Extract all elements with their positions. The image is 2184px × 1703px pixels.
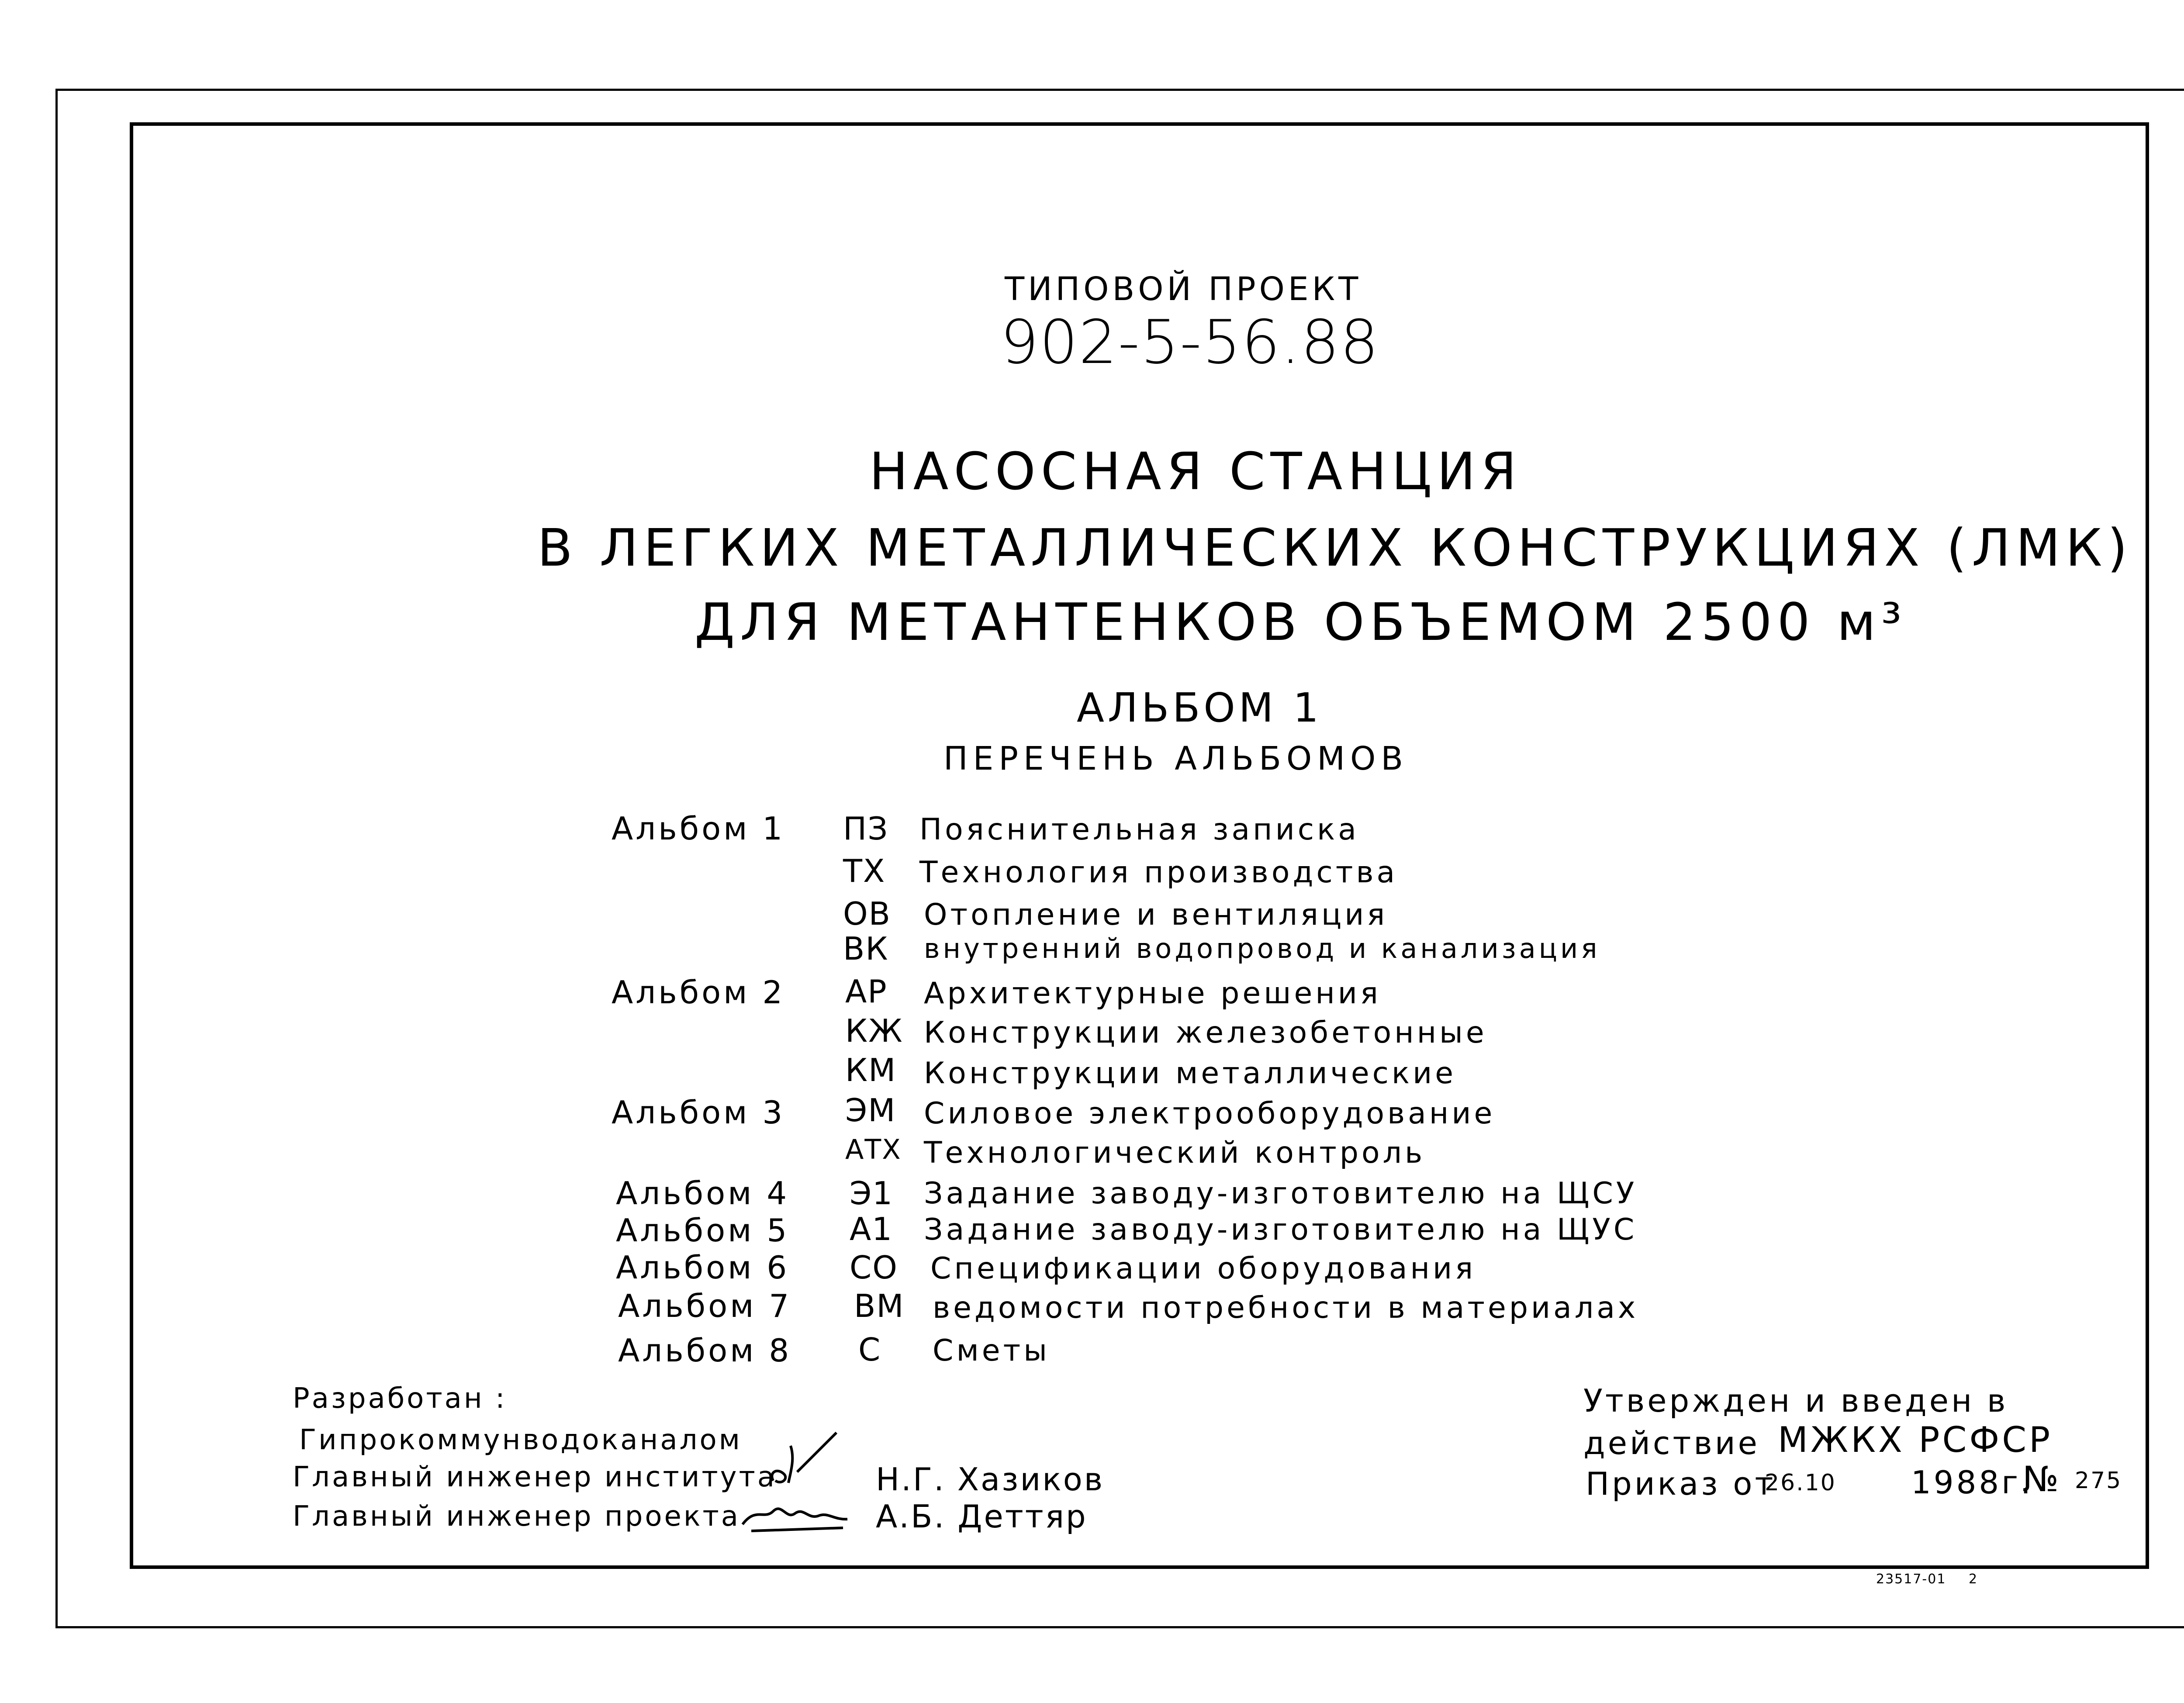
title-line-1: НАСОСНАЯ СТАНЦИЯ	[869, 441, 1522, 501]
list-item-desc: Спецификации оборудования	[930, 1251, 1476, 1286]
list-item-code: ПЗ	[843, 810, 889, 847]
signature-chief-engineer	[764, 1428, 843, 1489]
approval-order-number: 275	[2075, 1468, 2122, 1494]
list-item-code: ТХ	[843, 853, 886, 889]
list-item-desc: Архитектурные решения	[924, 976, 1381, 1011]
approval-line-2-prefix: действие	[1583, 1425, 1760, 1461]
list-item-code: КЖ	[845, 1012, 903, 1049]
list-item-album: Альбом 3	[612, 1094, 785, 1131]
list-item-code: ОВ	[843, 895, 892, 932]
approval-order-year: 1988г.	[1911, 1464, 2033, 1501]
list-item-album: Альбом 4	[616, 1175, 790, 1212]
list-item-album: Альбом 2	[612, 974, 785, 1011]
approval-ministry: МЖКХ РСФСР	[1778, 1420, 2053, 1460]
list-item-code: ВК	[843, 930, 889, 967]
approval-line-1: Утвержден и введен в	[1583, 1382, 2008, 1419]
title-line-2: В ЛЕГКИХ МЕТАЛЛИЧЕСКИХ КОНСТРУКЦИЯХ (ЛМК)	[537, 518, 2133, 578]
chief-engineer-label: Главный инженер института	[293, 1461, 777, 1493]
chief-engineer-name: Н.Г. Хазиков	[876, 1461, 1105, 1498]
sheet-page-number: 2	[1968, 1572, 1978, 1587]
list-item-desc: Технология производства	[919, 855, 1398, 890]
title-line-3: ДЛЯ МЕТАНТЕНКОВ ОБЪЕМОМ 2500 м³	[695, 592, 1907, 652]
approval-order-prefix: Приказ от	[1586, 1465, 1776, 1502]
developer-org: Гипрокоммунводоканалом	[299, 1424, 742, 1456]
approval-order-number-label: №	[2022, 1459, 2062, 1499]
albums-list-heading: ПЕРЕЧЕНЬ АЛЬБОМОВ	[943, 740, 1409, 777]
list-item-desc: Силовое электрооборудование	[924, 1096, 1496, 1131]
list-item-code: ВМ	[854, 1288, 905, 1324]
list-item-desc: Задание заводу-изготовителю на ЩУС	[924, 1212, 1638, 1247]
list-item-code: КМ	[845, 1052, 897, 1088]
approval-order-date: 26.10	[1765, 1470, 1836, 1496]
list-item-code: ЭМ	[845, 1092, 896, 1129]
project-type-label: ТИПОВОЙ ПРОЕКТ	[1005, 270, 1362, 308]
list-item-desc: Задание заводу-изготовителю на ЩСУ	[924, 1176, 1638, 1211]
developer-label: Разработан :	[293, 1382, 507, 1415]
project-engineer-label: Главный инженер проекта	[293, 1500, 740, 1533]
list-item-desc: Отопление и вентиляция	[924, 898, 1388, 932]
sheet-code-value: 23517-01	[1876, 1572, 1946, 1587]
list-item-code: АТХ	[845, 1133, 902, 1165]
list-item-code: С	[858, 1331, 881, 1368]
list-item-desc: Сметы	[933, 1333, 1050, 1368]
list-item-code: Э1	[850, 1175, 894, 1212]
list-item-desc: ведомости потребности в материалах	[933, 1291, 1639, 1325]
list-item-album: Альбом 7	[618, 1288, 792, 1324]
list-item-code: АР	[845, 973, 888, 1010]
project-number: 902-5-56.88	[1000, 307, 1379, 377]
list-item-desc: Конструкции металлические	[924, 1056, 1457, 1091]
list-item-desc: внутренний водопровод и канализация	[924, 933, 1600, 964]
list-item-album: Альбом 5	[616, 1212, 790, 1249]
current-album: АЛЬБОМ 1	[1077, 684, 1322, 731]
signature-project-engineer	[738, 1489, 852, 1537]
list-item-code: СО	[850, 1249, 898, 1286]
project-engineer-name: А.Б. Деттяр	[876, 1498, 1088, 1535]
sheet-code	[1876, 1572, 1978, 1587]
list-item-desc: Конструкции железобетонные	[924, 1016, 1487, 1050]
list-item-album: Альбом 8	[618, 1332, 792, 1369]
list-item-desc: Пояснительная записка	[919, 812, 1359, 847]
list-item-album: Альбом 6	[616, 1249, 790, 1286]
list-item-album: Альбом 1	[612, 810, 785, 847]
list-item-desc: Технологический контроль	[924, 1136, 1426, 1170]
list-item-code: А1	[850, 1211, 893, 1247]
